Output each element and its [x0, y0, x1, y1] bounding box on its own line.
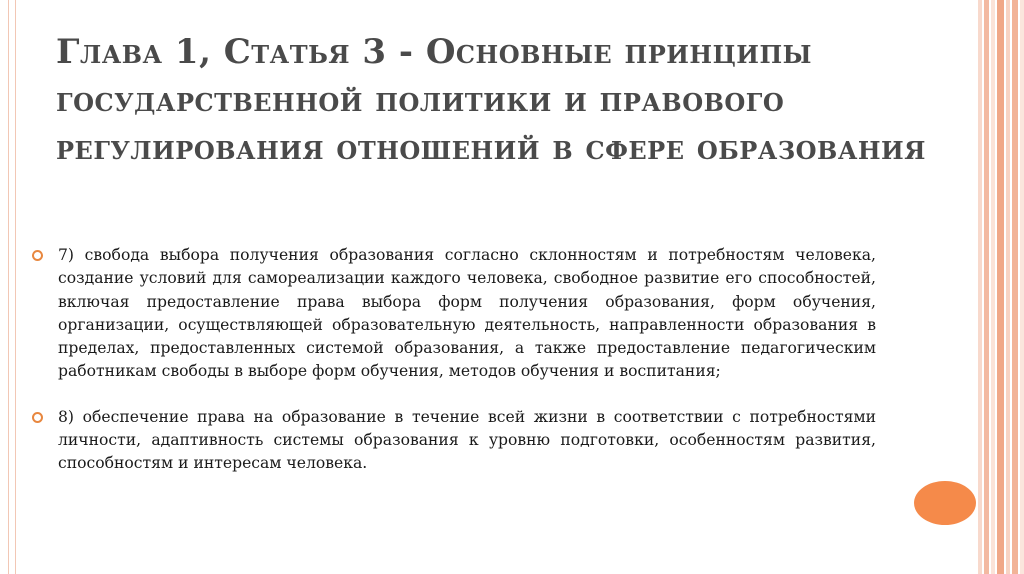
orange-circle-icon [914, 481, 976, 525]
right-striped-border [978, 0, 1024, 574]
bullet-list [32, 244, 876, 476]
list-item [32, 406, 876, 476]
list-item [32, 244, 876, 384]
slide-title: Глава 1, Статья 3 - Основные принципы государственной политики и правового регулирования отношений в сфере образования [56, 32, 926, 168]
ring-bullet-icon [32, 412, 43, 423]
bullet-text: 8) обеспечение права на образование в течение всей жизни в соответствии с потребностями личности, адаптивность системы образования к уровню подготовки, особенностям развития, способностям и интересам человека. [58, 407, 876, 473]
ring-bullet-icon [32, 250, 43, 261]
left-frame-border [8, 0, 16, 574]
bullet-text: 7) свобода выбора получения образования согласно склонностям и потребностям человека, создание условий для самореализации каждого человека, свободное развитие его способностей, включая предоставление права выбора форм получения образования, форм обучения, организации, осуществляющей образовательную деятельность, направленности образования в пределах, предоставленных системой образования, а также предоставление педагогическим работникам свободы в выборе форм обучения, методов обучения и воспитания; [58, 246, 876, 381]
